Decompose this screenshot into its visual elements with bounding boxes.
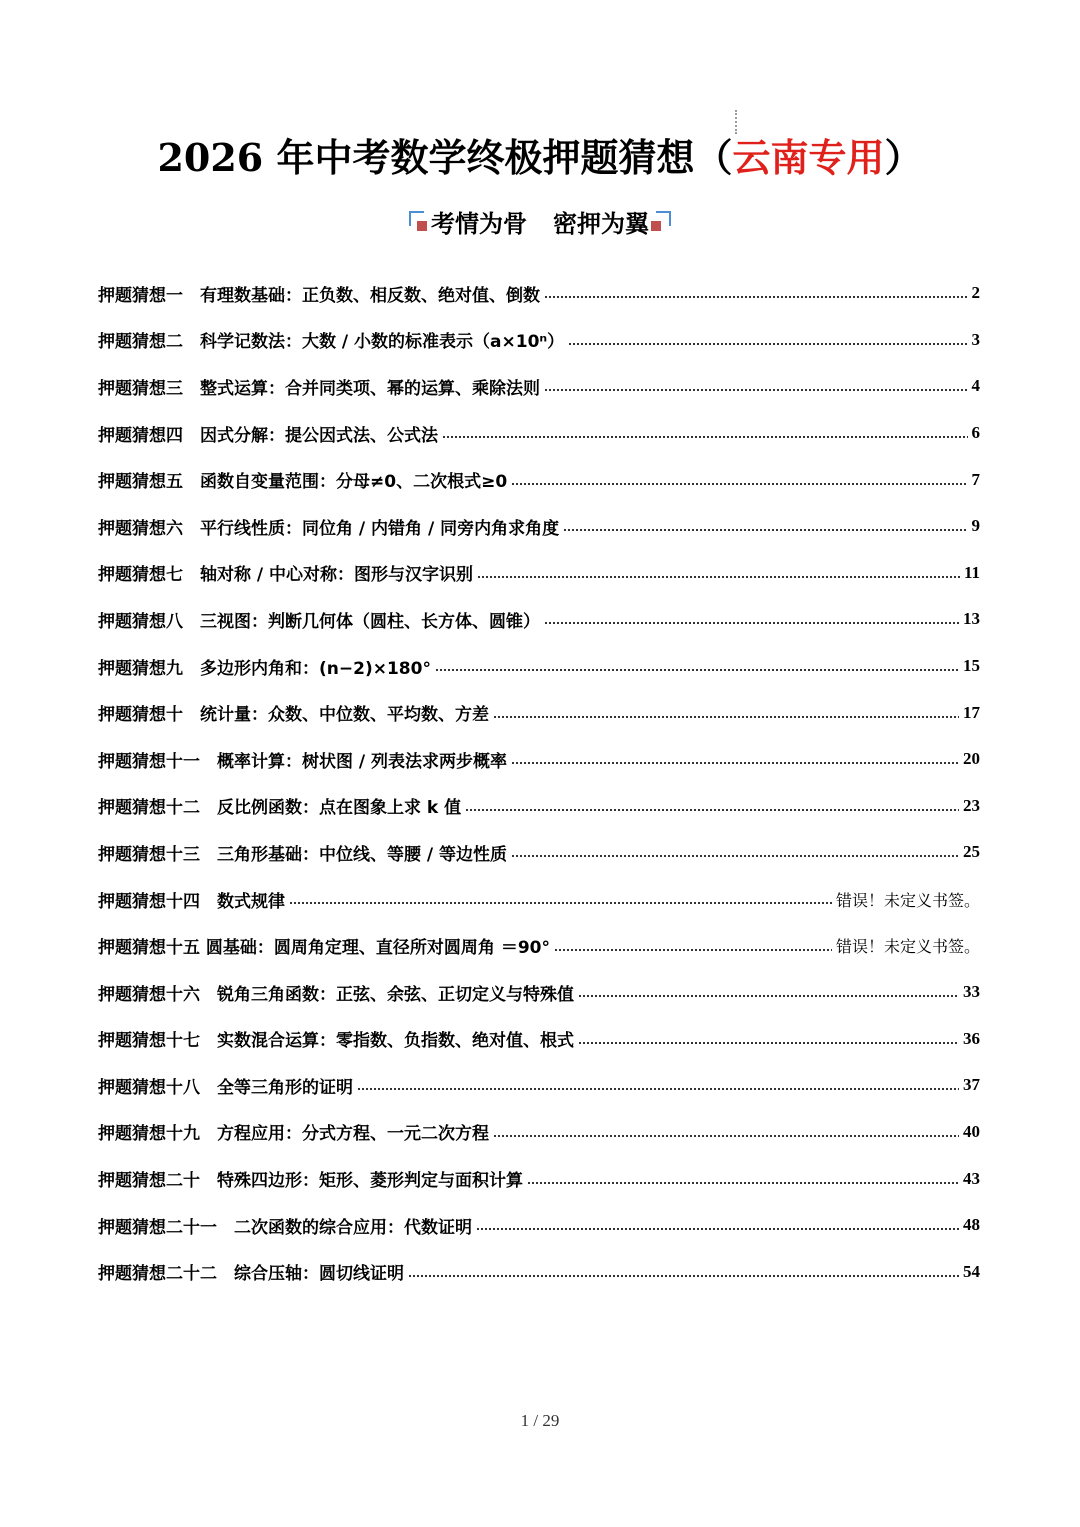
toc-dot-leader [493,715,959,719]
toc-entry-label: 押题猜想十六 [98,984,200,1005]
toc-dot-leader [493,1134,959,1138]
toc-entry-page: 15 [963,656,980,676]
toc-entry[interactable] [98,643,980,690]
toc-entry-topic: 科学记数法：大数 / 小数的标准表示（a×10ⁿ） [200,332,565,353]
toc-entry-topic: 多边形内角和：(n−2)×180° [200,658,431,679]
toc-dot-leader [578,994,959,998]
toc-entry-separator [217,1259,234,1284]
toc-entry-label: 押题猜想二 [98,332,183,353]
toc-entry[interactable] [98,922,980,969]
toc-entry-separator [183,560,200,585]
toc-entry-topic: 方程应用：分式方程、一元二次方程 [217,1124,489,1145]
toc-entry-page: 36 [963,1028,980,1048]
toc-entry-separator [183,607,200,632]
toc-entry-label: 押题猜想八 [98,611,183,632]
title-end: ） [884,135,923,180]
toc-entry-separator [183,467,200,492]
toc-entry-separator [217,1213,234,1238]
toc-dot-leader [511,761,959,765]
toc-entry-page: 3 [971,329,980,349]
toc-entry-separator [183,654,200,679]
toc-entry-label: 押题猜想十三 [98,844,200,865]
toc-entry-separator [183,281,200,306]
toc-entry-label: 押题猜想七 [98,565,183,586]
toc-entry-topic: 圆基础：圆周角定理、直径所对圆周角 ＝90° [205,938,550,959]
toc-dot-leader [578,1041,959,1045]
toc-entry-label: 押题猜想十一 [98,751,200,772]
toc-entry-separator [183,421,200,446]
toc-entry-label: 押题猜想三 [98,378,183,399]
toc-entry-separator [200,747,217,772]
toc-entry-topic: 反比例函数：点在图象上求 k 值 [217,798,462,819]
toc-entry[interactable] [98,876,980,923]
bracket-right-icon [649,211,671,233]
toc-entry[interactable] [98,1109,980,1156]
toc-entry-page: 48 [963,1215,980,1235]
toc-entry-page: 4 [971,376,980,396]
toc-entry-page: 错误！未定义书签。 [835,890,980,910]
toc-entry-page: 7 [971,469,980,489]
toc-entry[interactable] [98,1062,980,1109]
table-of-contents [98,270,980,1295]
toc-entry-page: 17 [963,702,980,722]
toc-entry-label: 押题猜想二十 [98,1171,200,1192]
toc-entry-page: 43 [963,1168,980,1188]
toc-entry-separator [200,980,217,1005]
toc-dot-leader [563,528,967,532]
subtitle-right: 密押为翼 [553,210,649,238]
toc-entry-topic: 三视图：判断几何体（圆柱、长方体、圆锥） [200,611,540,632]
toc-entry[interactable] [98,829,980,876]
toc-entry-separator [200,840,217,865]
toc-entry-page: 错误！未定义书签。 [835,937,980,957]
toc-entry-label: 押题猜想十 [98,705,183,726]
toc-entry-separator [200,1026,217,1051]
toc-entry[interactable] [98,1202,980,1249]
toc-entry[interactable] [98,317,980,364]
toc-dot-leader [357,1087,959,1091]
toc-dot-leader [568,342,967,346]
document-subtitle [0,204,1080,244]
toc-entry[interactable] [98,969,980,1016]
bracket-left-icon [409,211,431,233]
toc-entry-page: 40 [963,1121,980,1141]
toc-entry-topic: 全等三角形的证明 [217,1077,353,1098]
toc-entry-label: 押题猜想六 [98,518,183,539]
toc-entry-label: 押题猜想九 [98,658,183,679]
toc-entry-label: 押题猜想二十一 [98,1217,217,1238]
toc-entry-separator [200,887,217,912]
toc-entry[interactable] [98,1248,980,1295]
toc-entry[interactable] [98,1016,980,1063]
toc-entry-separator [183,700,200,725]
toc-entry-topic: 整式运算：合并同类项、幂的运算、乘除法则 [200,378,540,399]
toc-entry-separator [200,793,217,818]
toc-entry[interactable] [98,456,980,503]
toc-entry[interactable] [98,1155,980,1202]
toc-dot-leader [408,1274,959,1278]
toc-entry[interactable] [98,689,980,736]
toc-entry-topic: 数式规律 [217,891,285,912]
toc-entry-separator [183,374,200,399]
toc-entry-topic: 平行线性质：同位角 / 内错角 / 同旁内角求角度 [200,518,560,539]
toc-entry[interactable] [98,410,980,457]
toc-dot-leader [465,808,959,812]
toc-entry-topic: 有理数基础：正负数、相反数、绝对值、倒数 [200,285,540,306]
toc-dot-leader [477,575,960,579]
toc-entry-label: 押题猜想十九 [98,1124,200,1145]
toc-dot-leader [544,388,968,392]
toc-dot-leader [511,482,967,486]
toc-dot-leader [289,901,832,905]
title-main: 2026 年中考数学终极押题猜想（ [157,135,733,180]
toc-entry-page: 2 [971,283,980,303]
toc-dot-leader [511,854,959,858]
toc-entry-page: 13 [963,609,980,629]
toc-entry-page: 54 [963,1261,980,1281]
toc-entry[interactable] [98,270,980,317]
toc-dot-leader [442,435,968,439]
toc-entry-page: 37 [963,1075,980,1095]
toc-entry-topic: 二次函数的综合应用：代数证明 [234,1217,472,1238]
toc-entry-topic: 因式分解：提公因式法、公式法 [200,425,438,446]
toc-entry-label: 押题猜想五 [98,472,183,493]
toc-entry-separator [183,327,200,352]
toc-entry-separator [200,1119,217,1144]
toc-entry-topic: 函数自变量范围：分母≠0、二次根式≥0 [200,472,508,493]
toc-dot-leader [527,1181,959,1185]
toc-entry-separator [200,1166,217,1191]
toc-dot-leader [554,948,832,952]
toc-entry-label: 押题猜想十八 [98,1077,200,1098]
toc-entry-label: 押题猜想十二 [98,798,200,819]
toc-dot-leader [544,295,968,299]
toc-entry-page: 6 [971,423,980,443]
toc-entry-page: 25 [963,842,980,862]
toc-entry-topic: 概率计算：树状图 / 列表法求两步概率 [217,751,508,772]
document-title [0,128,1080,188]
toc-entry-topic: 三角形基础：中位线、等腰 / 等边性质 [217,844,508,865]
toc-entry[interactable] [98,503,980,550]
page-number: 1 / 29 [520,1411,560,1430]
toc-entry-separator [200,1073,217,1098]
toc-entry[interactable] [98,363,980,410]
toc-entry-topic: 实数混合运算：零指数、负指数、绝对值、根式 [217,1031,574,1052]
title-highlight-region: 云南专用 [732,135,885,180]
toc-entry-label: 押题猜想二十二 [98,1264,217,1285]
toc-entry-topic: 锐角三角函数：正弦、余弦、正切定义与特殊值 [217,984,574,1005]
toc-entry[interactable] [98,550,980,597]
toc-entry-topic: 轴对称 / 中心对称：图形与汉字识别 [200,565,474,586]
toc-entry-topic: 统计量：众数、中位数、平均数、方差 [200,705,489,726]
toc-entry-topic: 特殊四边形：矩形、菱形判定与面积计算 [217,1171,523,1192]
toc-entry-page: 9 [971,516,980,536]
toc-entry-label: 押题猜想一 [98,285,183,306]
toc-entry-separator [183,514,200,539]
toc-entry-label: 押题猜想四 [98,425,183,446]
toc-entry[interactable] [98,736,980,783]
toc-entry-page: 33 [963,982,980,1002]
toc-dot-leader [544,621,959,625]
toc-entry-label: 押题猜想十七 [98,1031,200,1052]
toc-dot-leader [476,1227,959,1231]
toc-entry-page: 11 [963,562,980,582]
subtitle-left: 考情为骨 [431,210,527,238]
toc-entry-label: 押题猜想十五 [98,938,200,959]
toc-entry-topic: 综合压轴：圆切线证明 [234,1264,404,1285]
toc-entry-page: 23 [963,795,980,815]
toc-dot-leader [435,668,959,672]
toc-entry[interactable] [98,596,980,643]
toc-entry-page: 20 [963,749,980,769]
toc-entry[interactable] [98,783,980,830]
toc-entry-label: 押题猜想十四 [98,891,200,912]
